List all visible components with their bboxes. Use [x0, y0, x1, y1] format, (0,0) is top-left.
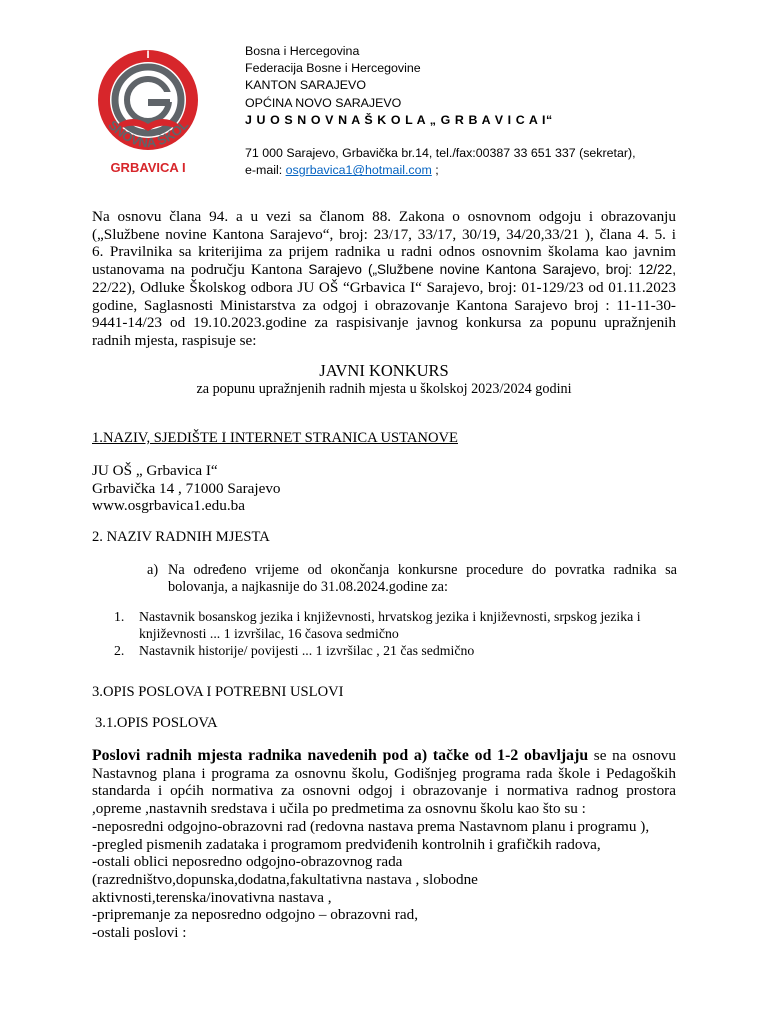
institution-website: www.osgrbavica1.edu.ba — [92, 497, 245, 515]
intro-line-2: („Službene novine Kantona Sarajevo“, broj: 23/17, 33/17, 30/19, 34/20,33/21 ), člana 4. 5. i — [92, 225, 676, 243]
logo-ring-text: SNOVNA ŠKOL — [105, 116, 192, 151]
intro-line-4b: Sarajevo („Službene novine Kantona Sarajevo, broj: 12/22, — [308, 262, 676, 278]
list-item-number: 2. — [114, 643, 125, 658]
letterhead — [245, 43, 636, 179]
header-email-line — [245, 162, 636, 179]
duties-line-4: ,opreme ,nastavnih sredstava i učila po predmetima za osnovnu školu kao što su : — [92, 800, 586, 818]
duty-item: -neposredni odgojno-obrazovni rad (redovna nastava prema Nastavnom planu i programu ), — [92, 817, 650, 835]
section3-heading: 3.OPIS POSLOVA I POTREBNI USLOVI — [92, 684, 344, 700]
item-a-line-1: Na određeno vrijeme od okončanja konkursne procedure do povratka radnika sa — [168, 562, 677, 578]
duties-line-1 — [92, 747, 676, 765]
list-item — [114, 642, 684, 659]
duty-item: -pregled pismenih zadataka i programom predviđenih kontrolnih i grafičkih radova, — [92, 835, 601, 853]
duties-line-2: Nastavnog plana i programa za osnovnu školu, Godišnjeg programa rada škole i Pedagoških — [92, 764, 676, 782]
position-list — [114, 608, 684, 659]
konkurs-title: JAVNI KONKURS — [319, 361, 449, 380]
intro-line-5: 22/22), Odluke Školskog odbora JU OŠ “Grbavica I“ Sarajevo, broj: 01-129/23 od 01.11.2023 — [92, 278, 676, 296]
section1-body — [92, 462, 676, 515]
duties-lead-bold: Poslovi radnih mjesta radnika navedenih pod a) tačke od 1-2 obavljaju — [92, 747, 589, 764]
logo-bottom-text: GRBAVICA I — [110, 160, 186, 175]
duty-item: (razredništvo,dopunska,dodatna,fakultativna nastava , slobodne — [92, 870, 478, 888]
item-a-marker: a) — [147, 562, 159, 578]
list-item-number: 1. — [114, 609, 125, 624]
section2-item-a — [147, 562, 677, 597]
intro-line-1: Na osnovu člana 94. a u vezi sa članom 88. Zakona o osnovnom odgoju i obrazovanju — [92, 208, 676, 225]
konkurs-subtitle: za popunu upražnjenih radnih mjesta u školskoj 2023/2024 godini — [196, 381, 572, 397]
duty-item: aktivnosti,terenska/inovativna nastava , — [92, 888, 332, 906]
list-item-line-1: Nastavnik bosanskog jezika i književnosti, hrvatskog jezika i književnosti, srpskog jezika i — [139, 609, 641, 624]
header-country: Bosna i Hercegovina — [245, 44, 360, 58]
header-federation: Federacija Bosne i Hercegovine — [245, 61, 421, 76]
intro-paragraph — [92, 208, 676, 350]
list-item-line-2: književnosti ... 1 izvršilac, 16 časova sedmično — [139, 626, 399, 641]
duties-lead-rest: se na osnovu — [588, 747, 676, 764]
intro-line-4 — [92, 261, 676, 279]
header-address: 71 000 Sarajevo, Grbavička br.14, tel./fax:00387 33 651 337 (sekretar), — [245, 146, 636, 161]
item-a-line-2: bolovanja, a najkasnije do 31.08.2024.godine za: — [168, 579, 448, 596]
header-email-label: e-mail: — [245, 163, 286, 178]
section3-body — [92, 747, 676, 942]
duty-item: -ostali oblici neposredno odgojno-obrazovnog rada — [92, 853, 403, 871]
logo-top-text: I — [146, 49, 150, 61]
school-logo — [78, 44, 218, 184]
header-email-suffix: ; — [431, 163, 439, 178]
intro-line-6: godine, Saglasnosti Ministarstva za odgoj i obrazovanje Kantona Sarajevo broj : 11-11-30- — [92, 296, 676, 314]
duty-item: -pripremanje za neposredno odgojno – obrazovni rad, — [92, 906, 418, 924]
intro-line-3: 6. Pravilnika sa kriterijima za prijem radnika u radni odnos osnovnim školama kao javnim — [92, 243, 676, 261]
header-municipality: OPĆINA NOVO SARAJEVO — [245, 95, 402, 110]
institution-name: JU OŠ „ Grbavica I“ — [92, 462, 218, 479]
intro-line-7: 9441-14/23 od 19.10.2023.godine za raspisivanje javnog konkursa za popunu upražnjenih — [92, 314, 676, 332]
duty-item: -ostali poslovi : — [92, 924, 187, 942]
section2-heading: 2. NAZIV RADNIH MJESTA — [92, 529, 270, 545]
intro-line-8: radnih mjesta, raspisuje se: — [92, 331, 257, 349]
institution-address: Grbavička 14 , 71000 Sarajevo — [92, 479, 281, 497]
email-link[interactable]: osgrbavica1@hotmail.com — [285, 163, 432, 178]
school-logo-emblem — [78, 44, 218, 184]
section1-heading: 1.NAZIV, SJEDIŠTE I INTERNET STRANICA USTANOVE — [92, 430, 458, 446]
section3-subheading: 3.1.OPIS POSLOVA — [95, 715, 218, 731]
duties-line-3: standarda i općih normativa za osnovni odgoj i obrazovanje i normativa radnog prostora — [92, 782, 676, 800]
intro-line-4a: ustanovama na području Kantona — [92, 261, 309, 279]
header-canton: KANTON SARAJEVO — [245, 78, 366, 93]
list-item — [114, 608, 684, 642]
list-item-line-1: Nastavnik historije/ povijesti ... 1 izvršilac , 21 čas sedmično — [139, 643, 475, 658]
header-school-name: J U O S N O V N A Š K O L A „ G R B A V I C A I“ — [245, 112, 553, 127]
